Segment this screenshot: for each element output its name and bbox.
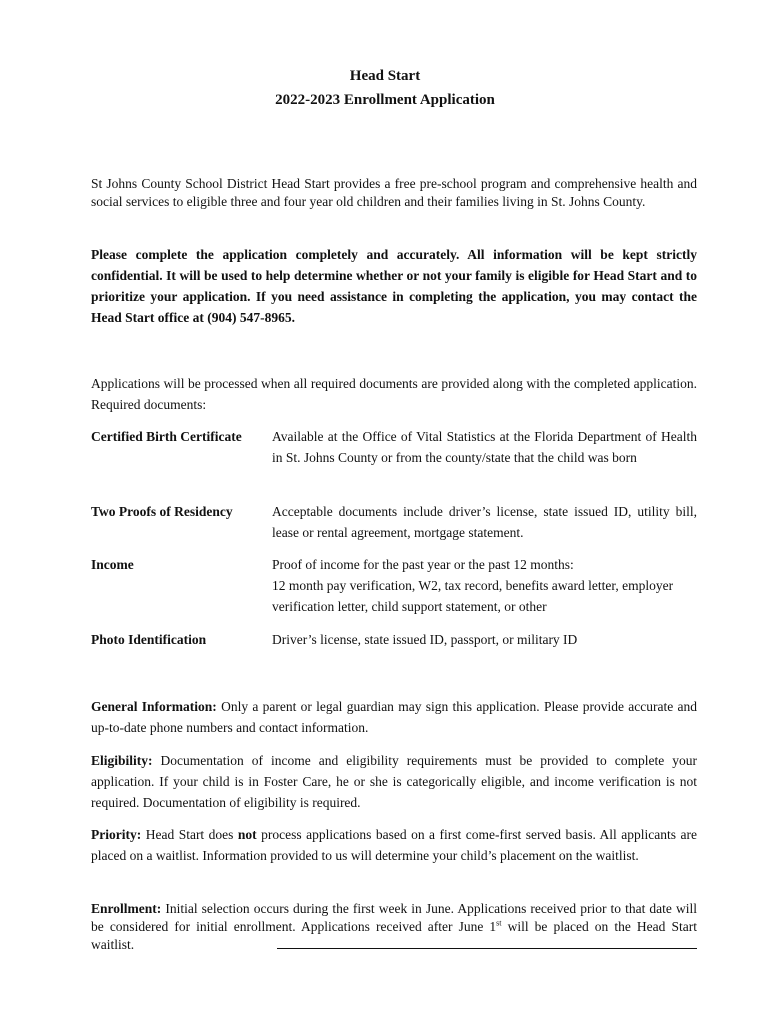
- document-description-line: 12 month pay verification, W2, tax record, benefits award letter, employer verification letter, child support statement, or other: [272, 578, 674, 614]
- enrollment-paragraph: [91, 900, 697, 954]
- document-label: Certified Birth Certificate: [91, 429, 242, 444]
- document-description: Acceptable documents include driver’s license, state issued ID, utility bill, lease or rental agreement, mortgage statement.: [272, 504, 697, 540]
- section-heading: Priority:: [91, 827, 142, 842]
- page-subtitle: 2022-2023 Enrollment Application: [275, 92, 495, 108]
- section-heading: Eligibility:: [91, 753, 153, 768]
- document-label: Two Proofs of Residency: [91, 504, 233, 519]
- emphasis-text: not: [237, 827, 257, 842]
- eligibility-paragraph: [91, 750, 697, 813]
- document-description: Available at the Office of Vital Statistics at the Florida Department of Health in St. Johns County or from the county/state that the child was born: [272, 429, 697, 465]
- document-label: Income: [91, 557, 134, 572]
- document-description-line: Proof of income for the past year or the past 12 months:: [272, 557, 574, 572]
- section-text: Head Start does: [141, 827, 238, 842]
- general-information-paragraph: [91, 696, 697, 738]
- notice-paragraph: Please complete the application completely and accurately. All information will be kept strictly confidential. It will be used to help determine whether or not your family is eligible for Head Start and to prioritize your application. If you need assistance in completing the application, you may contact the Head Start office at (904) 547-8965.: [91, 247, 697, 325]
- superscript-text: st: [496, 918, 502, 928]
- priority-paragraph: [91, 824, 697, 866]
- section-text: will be placed on the Head Start waitlist.: [91, 919, 697, 952]
- page-title: Head Start: [349, 68, 421, 84]
- section-text: Initial selection occurs during the first week in June. Applications received prior to that date will be considered for initial enrollment. Applications received after June 1: [91, 901, 697, 934]
- section-heading: General Information:: [91, 699, 217, 714]
- signature-line: [277, 948, 697, 949]
- processing-paragraph: Applications will be processed when all required documents are provided along with the completed application. Required documents:: [91, 376, 697, 412]
- document-description: Driver’s license, state issued ID, passport, or military ID: [272, 632, 578, 647]
- document-label: Photo Identification: [91, 632, 207, 647]
- document-description: [272, 554, 697, 617]
- section-text: Documentation of income and eligibility requirements must be provided to complete your application. If your child is in Foster Care, he or she is categorically eligible, and income verification is not required. Documentation of eligibility is required.: [91, 753, 697, 810]
- section-text: process applications based on a first come-first served basis. All applicants are placed on a waitlist. Information provided to us will determine your child’s placement on the waitlist.: [91, 827, 697, 863]
- section-heading: Enrollment:: [91, 901, 162, 916]
- section-text: Only a parent or legal guardian may sign this application. Please provide accurate and up-to-date phone numbers and contact information.: [91, 699, 698, 735]
- intro-paragraph: St Johns County School District Head Start provides a free pre-school program and comprehensive health and social services to eligible three and four year old children and their families living in St. Johns County.: [91, 176, 697, 209]
